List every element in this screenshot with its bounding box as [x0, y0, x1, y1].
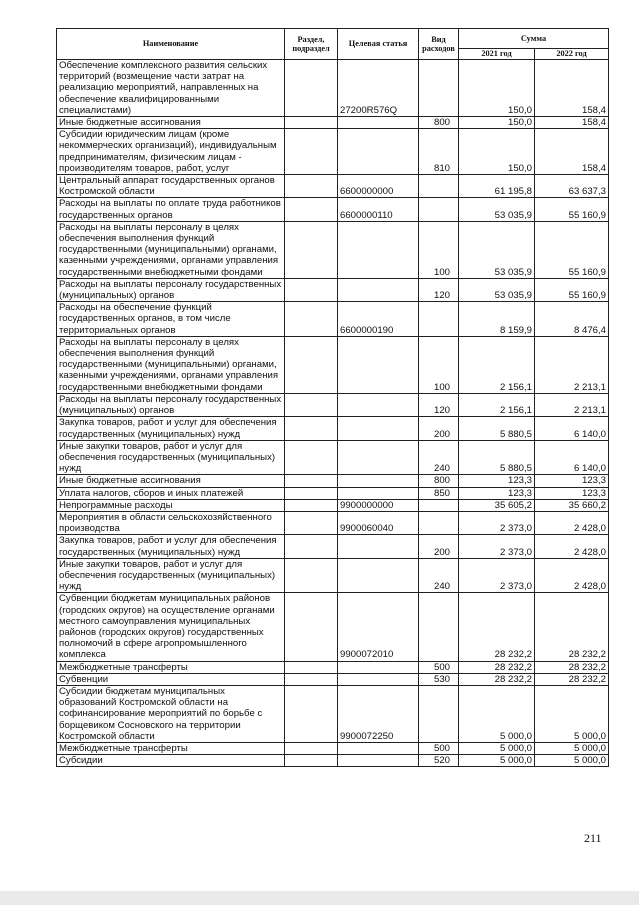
- cell-2021: 123,3: [459, 487, 535, 499]
- cell-2021: 150,0: [459, 117, 535, 129]
- cell-2022: 28 232,2: [535, 661, 609, 673]
- table-row: [57, 175, 609, 198]
- cell-name: Мероприятия в области сельскохозяйственного производства: [57, 511, 285, 534]
- cell-section: [285, 558, 338, 593]
- cell-name: Субсидии бюджетам муниципальных образований Костромской области на софинансирование мероприятий по борьбе с борщевиком Сосновского на территории Костромской области: [57, 685, 285, 742]
- table-row: [57, 685, 609, 742]
- cell-name: Субсидии: [57, 755, 285, 767]
- cell-target: [338, 755, 419, 767]
- cell-2022: 28 232,2: [535, 593, 609, 661]
- cell-2021: 2 156,1: [459, 393, 535, 416]
- cell-2021: 2 373,0: [459, 535, 535, 558]
- cell-target: 6600000000: [338, 175, 419, 198]
- cell-2021: 5 880,5: [459, 440, 535, 475]
- cell-name: Межбюджетные трансферты: [57, 742, 285, 754]
- cell-2021: 28 232,2: [459, 593, 535, 661]
- cell-2022: 55 160,9: [535, 198, 609, 221]
- cell-name: Расходы на выплаты персоналу в целях обеспечения выполнения функций государственными (муниципальными) органами, казенными учреждениями, органами управления государственными внебюджетными фондами: [57, 336, 285, 393]
- cell-target: [338, 117, 419, 129]
- cell-2021: 150,0: [459, 129, 535, 175]
- table-row: [57, 302, 609, 337]
- cell-vid: [419, 60, 459, 117]
- cell-target: 9900072010: [338, 593, 419, 661]
- cell-vid: [419, 511, 459, 534]
- header-vid: Вид расходов: [419, 29, 459, 60]
- cell-target: [338, 440, 419, 475]
- cell-target: [338, 278, 419, 301]
- cell-target: [338, 742, 419, 754]
- cell-name: Непрограммные расходы: [57, 499, 285, 511]
- cell-2022: 158,4: [535, 129, 609, 175]
- header-name: Наименование: [57, 29, 285, 60]
- cell-section: [285, 755, 338, 767]
- cell-vid: 810: [419, 129, 459, 175]
- scan-edge: [0, 891, 639, 905]
- cell-2022: 8 476,4: [535, 302, 609, 337]
- cell-2021: 35 605,2: [459, 499, 535, 511]
- table-body: [57, 60, 609, 767]
- cell-2022: 6 140,0: [535, 417, 609, 440]
- cell-vid: 500: [419, 661, 459, 673]
- cell-vid: 800: [419, 117, 459, 129]
- cell-target: 9900072250: [338, 685, 419, 742]
- cell-target: 9900000000: [338, 499, 419, 511]
- cell-section: [285, 673, 338, 685]
- cell-2022: 158,4: [535, 60, 609, 117]
- cell-section: [285, 511, 338, 534]
- cell-target: [338, 661, 419, 673]
- cell-vid: 200: [419, 417, 459, 440]
- cell-target: [338, 673, 419, 685]
- cell-target: 6600000190: [338, 302, 419, 337]
- table-row: [57, 278, 609, 301]
- cell-target: [338, 535, 419, 558]
- cell-section: [285, 117, 338, 129]
- table-row: [57, 661, 609, 673]
- cell-vid: 530: [419, 673, 459, 685]
- table-row: [57, 499, 609, 511]
- table-row: [57, 221, 609, 278]
- cell-2022: 158,4: [535, 117, 609, 129]
- table-row: [57, 440, 609, 475]
- header-2021: 2021 год: [459, 49, 535, 60]
- cell-vid: [419, 685, 459, 742]
- cell-2022: 2 428,0: [535, 535, 609, 558]
- cell-2021: 53 035,9: [459, 198, 535, 221]
- cell-2022: 55 160,9: [535, 278, 609, 301]
- cell-target: [338, 558, 419, 593]
- cell-name: Иные закупки товаров, работ и услуг для обеспечения государственных (муниципальных) нужд: [57, 558, 285, 593]
- header-section: Раздел, подраздел: [285, 29, 338, 60]
- cell-vid: 800: [419, 475, 459, 487]
- cell-name: Расходы на выплаты по оплате труда работников государственных органов: [57, 198, 285, 221]
- table-row: [57, 742, 609, 754]
- cell-section: [285, 440, 338, 475]
- budget-table: [56, 28, 609, 767]
- cell-vid: 200: [419, 535, 459, 558]
- cell-name: Обеспечение комплексного развития сельских территорий (возмещение части затрат на реализацию мероприятий, направленных на обеспечение квалифицированными специалистами): [57, 60, 285, 117]
- cell-target: [338, 221, 419, 278]
- cell-section: [285, 129, 338, 175]
- cell-2022: 55 160,9: [535, 221, 609, 278]
- cell-2022: 2 428,0: [535, 511, 609, 534]
- cell-2022: 123,3: [535, 487, 609, 499]
- cell-section: [285, 475, 338, 487]
- cell-2022: 2 213,1: [535, 393, 609, 416]
- cell-2021: 5 880,5: [459, 417, 535, 440]
- cell-2021: 53 035,9: [459, 278, 535, 301]
- page-number: 211: [584, 831, 602, 845]
- cell-section: [285, 302, 338, 337]
- cell-target: [338, 129, 419, 175]
- cell-2022: 2 213,1: [535, 336, 609, 393]
- cell-section: [285, 661, 338, 673]
- cell-section: [285, 60, 338, 117]
- cell-2021: 5 000,0: [459, 685, 535, 742]
- cell-name: Закупка товаров, работ и услуг для обеспечения государственных (муниципальных) нужд: [57, 417, 285, 440]
- cell-vid: 240: [419, 558, 459, 593]
- table-row: [57, 393, 609, 416]
- cell-vid: [419, 593, 459, 661]
- cell-2021: 28 232,2: [459, 661, 535, 673]
- table-row: [57, 593, 609, 661]
- table-row: [57, 487, 609, 499]
- cell-name: Расходы на выплаты персоналу государственных (муниципальных) органов: [57, 278, 285, 301]
- cell-vid: 520: [419, 755, 459, 767]
- cell-name: Центральный аппарат государственных органов Костромской области: [57, 175, 285, 198]
- cell-name: Уплата налогов, сборов и иных платежей: [57, 487, 285, 499]
- cell-target: 9900060040: [338, 511, 419, 534]
- cell-name: Расходы на выплаты персоналу в целях обеспечения выполнения функций государственными (муниципальными) органами, казенными учреждениями, органами управления государственными внебюджетными фондами: [57, 221, 285, 278]
- table-row: [57, 755, 609, 767]
- cell-target: [338, 393, 419, 416]
- cell-section: [285, 278, 338, 301]
- table-row: [57, 417, 609, 440]
- cell-vid: [419, 302, 459, 337]
- cell-2022: 5 000,0: [535, 755, 609, 767]
- cell-vid: 120: [419, 278, 459, 301]
- cell-name: Субвенции: [57, 673, 285, 685]
- cell-section: [285, 487, 338, 499]
- cell-vid: 100: [419, 221, 459, 278]
- cell-section: [285, 499, 338, 511]
- cell-2022: 28 232,2: [535, 673, 609, 685]
- cell-name: Иные бюджетные ассигнования: [57, 475, 285, 487]
- cell-2021: 8 159,9: [459, 302, 535, 337]
- cell-target: [338, 417, 419, 440]
- table-header: [57, 29, 609, 60]
- cell-target: [338, 475, 419, 487]
- table-row: [57, 60, 609, 117]
- cell-section: [285, 198, 338, 221]
- table-row: [57, 558, 609, 593]
- table-row: [57, 129, 609, 175]
- cell-section: [285, 535, 338, 558]
- cell-target: [338, 487, 419, 499]
- cell-2021: 2 156,1: [459, 336, 535, 393]
- table-row: [57, 198, 609, 221]
- table-row: [57, 117, 609, 129]
- cell-section: [285, 593, 338, 661]
- cell-name: Иные закупки товаров, работ и услуг для обеспечения государственных (муниципальных) нужд: [57, 440, 285, 475]
- cell-target: 27200R576Q: [338, 60, 419, 117]
- header-sum: Сумма: [459, 29, 609, 49]
- cell-section: [285, 221, 338, 278]
- cell-vid: 120: [419, 393, 459, 416]
- cell-vid: 240: [419, 440, 459, 475]
- cell-section: [285, 336, 338, 393]
- cell-vid: [419, 175, 459, 198]
- cell-name: Субвенции бюджетам муниципальных районов (городских округов) на осуществление органами местного самоуправления муниципальных районов (городских округов) государственных полномочий в сфере агропромышленного комплекса: [57, 593, 285, 661]
- cell-name: Иные бюджетные ассигнования: [57, 117, 285, 129]
- cell-vid: 850: [419, 487, 459, 499]
- table-row: [57, 475, 609, 487]
- cell-2021: 150,0: [459, 60, 535, 117]
- header-2022: 2022 год: [535, 49, 609, 60]
- cell-2021: 123,3: [459, 475, 535, 487]
- cell-name: Субсидии юридическим лицам (кроме некоммерческих организаций), индивидуальным предпринимателям, физическим лицам - производителям товаров, работ, услуг: [57, 129, 285, 175]
- cell-vid: [419, 499, 459, 511]
- cell-2022: 63 637,3: [535, 175, 609, 198]
- cell-target: 6600000110: [338, 198, 419, 221]
- cell-section: [285, 393, 338, 416]
- cell-2022: 2 428,0: [535, 558, 609, 593]
- cell-section: [285, 417, 338, 440]
- table-row: [57, 336, 609, 393]
- cell-name: Закупка товаров, работ и услуг для обеспечения государственных (муниципальных) нужд: [57, 535, 285, 558]
- cell-2022: 35 660,2: [535, 499, 609, 511]
- cell-target: [338, 336, 419, 393]
- cell-section: [285, 742, 338, 754]
- cell-2021: 2 373,0: [459, 511, 535, 534]
- cell-2021: 53 035,9: [459, 221, 535, 278]
- cell-2021: 28 232,2: [459, 673, 535, 685]
- cell-2022: 123,3: [535, 475, 609, 487]
- header-target: Целевая статья: [338, 29, 419, 60]
- cell-name: Межбюджетные трансферты: [57, 661, 285, 673]
- cell-section: [285, 685, 338, 742]
- cell-2021: 5 000,0: [459, 742, 535, 754]
- table-row: [57, 511, 609, 534]
- cell-vid: 500: [419, 742, 459, 754]
- cell-2022: 5 000,0: [535, 742, 609, 754]
- cell-2022: 6 140,0: [535, 440, 609, 475]
- cell-name: Расходы на выплаты персоналу государственных (муниципальных) органов: [57, 393, 285, 416]
- cell-2021: 2 373,0: [459, 558, 535, 593]
- cell-vid: [419, 198, 459, 221]
- cell-2021: 5 000,0: [459, 755, 535, 767]
- cell-name: Расходы на обеспечение функций государственных органов, в том числе территориальных органов: [57, 302, 285, 337]
- cell-2022: 5 000,0: [535, 685, 609, 742]
- cell-vid: 100: [419, 336, 459, 393]
- cell-2021: 61 195,8: [459, 175, 535, 198]
- cell-section: [285, 175, 338, 198]
- table-row: [57, 673, 609, 685]
- table-row: [57, 535, 609, 558]
